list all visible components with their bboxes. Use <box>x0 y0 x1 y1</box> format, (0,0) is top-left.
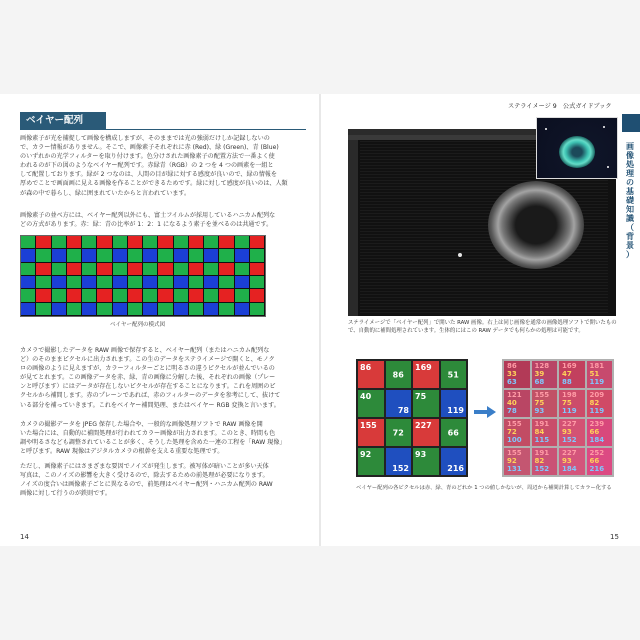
bayer-value: 78 <box>397 406 409 415</box>
interpolated-g-value: 66 <box>589 428 600 436</box>
bayer-pixel <box>189 236 204 249</box>
bayer-pixel <box>250 236 265 249</box>
bayer-pixel <box>52 249 67 262</box>
bayer-value: 155 <box>360 421 377 430</box>
bayer-pixel <box>204 276 219 289</box>
bayer-value-cell <box>413 419 439 446</box>
interpolated-r-value: 121 <box>507 391 522 399</box>
paragraph-1 <box>20 134 304 198</box>
app-sidebar <box>348 140 358 316</box>
interpolated-cell <box>504 361 530 388</box>
interpolated-cell <box>559 361 585 388</box>
interpolated-r-value: 191 <box>534 420 550 428</box>
bayer-pixel <box>52 236 67 249</box>
bayer-pixel <box>143 303 158 316</box>
interpolated-cell <box>587 419 613 446</box>
bayer-pixel <box>21 289 36 302</box>
interpolated-cell <box>532 419 558 446</box>
bayer-value-cell <box>358 419 384 446</box>
interpolated-cell <box>559 390 585 417</box>
interpolated-b-value: 78 <box>507 407 517 415</box>
text-line: いる部分を補っていきます。これをベイヤー補間処理、またはベイヤー RGB 変換と言います。 <box>20 401 280 409</box>
arrow-right-icon <box>474 406 496 418</box>
bayer-pixel <box>97 236 112 249</box>
interpolated-b-value: 119 <box>589 378 605 386</box>
interpolated-b-value: 216 <box>589 465 605 473</box>
ring-nebula-color <box>559 136 595 168</box>
text-line: と呼びます。RAW 現像はデジタルカメラの根幹を支える重要な処理です。 <box>20 448 224 456</box>
interpolated-r-value: 227 <box>562 420 577 428</box>
bayer-pixel <box>158 303 173 316</box>
bayer-pixel <box>204 249 219 262</box>
text-line: いた場合には、自動的に補間処理が行われてカラー画像が出力されます。このとき、時間も色 <box>20 430 276 438</box>
bayer-pixel <box>113 276 128 289</box>
interpolated-b-value: 131 <box>507 465 522 473</box>
section-title: ベイヤー配列 <box>20 112 106 130</box>
interpolated-cell <box>532 361 558 388</box>
bayer-pixel <box>21 276 36 289</box>
bayer-pixel <box>82 236 97 249</box>
interpolated-r-value: 169 <box>562 362 577 370</box>
bayer-pixel <box>158 249 173 262</box>
bayer-pixel <box>97 289 112 302</box>
interpolated-b-value: 152 <box>534 465 550 473</box>
bayer-pixel <box>67 249 82 262</box>
bayer-value-cell <box>358 390 384 417</box>
bayer-pixel <box>128 303 143 316</box>
text-line: 写真は、このノイズの影響を大きく受けるので、除去するための前処理が必要になります。 <box>20 472 269 480</box>
bayer-pixel <box>235 276 250 289</box>
bayer-pixel <box>113 263 128 276</box>
bayer-pixel <box>250 289 265 302</box>
bayer-pixel <box>97 249 112 262</box>
bayer-pixel <box>128 289 143 302</box>
chapter-label-char: 像 <box>626 151 634 160</box>
bayer-pixel <box>82 289 97 302</box>
bayer-pixel <box>250 249 265 262</box>
chapter-label-char: 画 <box>626 142 634 151</box>
bayer-value: 216 <box>447 464 464 473</box>
star <box>607 166 609 168</box>
text-line: ノイズの度合いは画像素子ごとに異なるので、前処理はベイヤー配列・ハニカム配列の RAW <box>20 481 273 489</box>
interpolated-r-value: 198 <box>562 391 577 399</box>
interpolated-g-value: 93 <box>562 428 572 436</box>
text-line: 画像素子の並べ方には、ベイヤー配列以外にも、富士フイルムが採用しているハニカム配列な <box>20 212 276 219</box>
chapter-label-char: ） <box>626 250 634 259</box>
bayer-pixel <box>158 236 173 249</box>
bayer-pixel <box>219 276 234 289</box>
text-line: のいずれかの光学フィルターを取り付けます。色分けされた画像素子の配置方法で一番よく使 <box>20 153 275 161</box>
bayer-pixel <box>52 263 67 276</box>
bayer-value-cell <box>386 448 412 475</box>
chapter-label <box>622 142 638 259</box>
interpolated-g-value: 92 <box>507 457 517 465</box>
bayer-value-cell <box>386 419 412 446</box>
bayer-pixel <box>82 249 97 262</box>
bayer-value: 92 <box>360 450 372 459</box>
bayer-pixel <box>174 249 189 262</box>
interpolated-b-value: 88 <box>562 378 572 386</box>
interpolated-b-value: 63 <box>507 378 517 386</box>
bayer-pixel <box>189 289 204 302</box>
interpolated-r-value: 227 <box>562 449 577 457</box>
interpolated-g-value: 82 <box>589 399 600 407</box>
bayer-pixel <box>36 236 51 249</box>
text-line: カメラで撮影したデータを RAW 画像で保存すると、ベイヤー配列（またはハニカム配列な <box>20 347 270 354</box>
bayer-value: 86 <box>392 370 404 379</box>
bayer-pixel <box>250 276 265 289</box>
bayer-pixel <box>219 263 234 276</box>
text-line: カメラの撮影データを JPEG 保存した場合や、一般的な画像処理ソフトで RAW 画像を開 <box>20 421 263 428</box>
bayer-pixel <box>174 276 189 289</box>
text-line: 画像素子が光を捕捉して画像を構成しますが、そのままでは光の強弱だけしか記録しないの <box>20 135 270 142</box>
text-line: が森の中で暮らし、緑に囲まれていたからと言われています。 <box>20 189 191 197</box>
interpolated-r-value: 155 <box>534 391 550 399</box>
text-line: ンと呼びます）にはデータが存在しないピクセルが存在することになります。これを周囲のピ <box>20 383 276 391</box>
interpolated-b-value: 119 <box>589 407 605 415</box>
bayer-pixel <box>82 276 97 289</box>
text-line: 厚めでことで画面画に見える画像を作ることができるためです。緑に対して感度が良いのは、人類 <box>20 180 288 188</box>
interpolated-r-value: 128 <box>534 362 550 370</box>
bayer-pixel <box>219 289 234 302</box>
grid-caption: ベイヤー配列の各ピクセルは赤、緑、青のどれか 1 つの値しかないが、周辺から補間計算してカラー化する <box>356 485 612 491</box>
bayer-pixel <box>128 236 143 249</box>
bayer-value-cell <box>441 419 467 446</box>
interpolated-cell <box>587 390 613 417</box>
bayer-pixel <box>219 249 234 262</box>
star <box>545 128 547 130</box>
interpolated-g-value: 75 <box>562 399 572 407</box>
bayer-pixel <box>189 276 204 289</box>
bayer-pixel <box>67 289 82 302</box>
interpolated-g-value: 33 <box>507 370 517 378</box>
bayer-pixel <box>82 263 97 276</box>
text-line: どの方式があります。赤：緑：青の比率が 1：2：1 になるよう素子を並べるのは共通です。 <box>20 221 273 229</box>
interpolated-g-value: 82 <box>534 457 545 465</box>
bayer-pixel <box>204 289 219 302</box>
bayer-pixel <box>113 303 128 316</box>
bayer-value-cell <box>441 390 467 417</box>
interpolated-r-value: 252 <box>589 449 605 457</box>
interpolated-g-value: 84 <box>534 428 545 436</box>
bayer-value: 86 <box>360 363 372 372</box>
interpolated-b-value: 115 <box>534 436 550 444</box>
bayer-pixel <box>143 249 158 262</box>
star <box>458 253 462 257</box>
bayer-value-cell <box>358 448 384 475</box>
text-line: ただし、画像素子にはさまざまな要因でノイズが発生します。被写体が暗いことが多い天体 <box>20 463 269 470</box>
bayer-pixel <box>21 236 36 249</box>
bayer-pixel <box>174 236 189 249</box>
bayer-value-cell <box>413 448 439 475</box>
bayer-pixel <box>21 263 36 276</box>
bayer-pixel <box>143 236 158 249</box>
bayer-pixel <box>97 276 112 289</box>
interpolated-r-value: 239 <box>589 420 605 428</box>
interpolated-b-value: 93 <box>534 407 545 415</box>
interpolated-values-grid <box>502 359 614 477</box>
bayer-pixel <box>128 263 143 276</box>
bayer-values-grid <box>356 359 468 477</box>
bayer-pixel <box>143 263 158 276</box>
text-line: 画像に対して行うのが鉄則です。 <box>20 490 111 498</box>
chapter-tab <box>622 114 640 132</box>
bayer-value: 66 <box>447 428 459 437</box>
interpolated-b-value: 152 <box>562 436 577 444</box>
bayer-pixel <box>235 289 250 302</box>
bayer-pixel <box>67 263 82 276</box>
text-line: われるのが下の図のようなベイヤー配列です。赤緑青（RGB）の 2 つを 4 つの画素を一組と <box>20 162 274 170</box>
star <box>603 126 605 128</box>
chapter-label-char: 識 <box>626 214 634 223</box>
bayer-pixel <box>235 236 250 249</box>
bayer-pixel <box>113 249 128 262</box>
text-line: で、カラー情報がありません。そこで、画像素子それぞれに赤 (Red)、緑 (Green)、青 (Blue) <box>20 144 279 152</box>
bayer-pixel <box>52 303 67 316</box>
screenshot-caption-line: ステライメージで「ベイヤー配列」で開いた RAW 画像。右上は同じ画像を通常の画像処理ソフトで開いたもの <box>348 320 617 326</box>
bayer-value-cell <box>441 448 467 475</box>
bayer-pixel <box>158 289 173 302</box>
interpolated-cell <box>559 419 585 446</box>
interpolated-r-value: 155 <box>507 449 522 457</box>
interpolated-g-value: 47 <box>562 370 572 378</box>
text-line: して配置しております。緑が 2 つなのは、人間の目が緑に対する感度が良いので、緑の情報を <box>20 171 277 179</box>
chapter-label-char: 礎 <box>626 196 634 205</box>
text-line: ロの画像のように見えますが、カラーフィルターごとに明るさの違うピクセルが並んでいるの <box>20 365 275 373</box>
bayer-value: 75 <box>415 392 427 401</box>
bayer-pixel <box>36 276 51 289</box>
chapter-label-char: 背 <box>626 232 634 241</box>
bayer-pixel <box>143 289 158 302</box>
bayer-value: 40 <box>360 392 372 401</box>
paragraph-5 <box>20 462 304 498</box>
interpolated-r-value: 86 <box>507 362 517 370</box>
bayer-pixel <box>250 303 265 316</box>
interpolated-b-value: 184 <box>562 465 577 473</box>
bayer-pixel <box>143 276 158 289</box>
paragraph-2 <box>20 211 304 229</box>
left-page-number: 14 <box>20 533 29 541</box>
bayer-pixel <box>189 263 204 276</box>
color-nebula-inset <box>536 117 618 179</box>
bayer-pixel <box>204 303 219 316</box>
bayer-value: 119 <box>447 406 464 415</box>
text-line: が見てとれます。この画像データを赤、緑、青の画像に分解した後、それぞれの画像（プレー <box>20 374 276 382</box>
bayer-caption: ベイヤー配列の模式図 <box>110 322 166 328</box>
bayer-pattern-diagram <box>20 235 266 317</box>
bayer-pixel <box>235 263 250 276</box>
interpolated-b-value: 119 <box>562 407 577 415</box>
bayer-pixel <box>158 276 173 289</box>
bayer-value-cell <box>358 361 384 388</box>
bayer-pixel <box>36 263 51 276</box>
chapter-label-char: 処 <box>626 160 634 169</box>
bayer-pixel <box>21 249 36 262</box>
bayer-pixel <box>219 303 234 316</box>
bayer-pixel <box>113 289 128 302</box>
interpolated-b-value: 184 <box>589 436 605 444</box>
bayer-pixel <box>235 249 250 262</box>
bayer-pixel <box>97 263 112 276</box>
paragraph-3 <box>20 346 304 410</box>
bayer-value-cell <box>413 361 439 388</box>
interpolated-g-value: 75 <box>534 399 545 407</box>
chapter-label-char: 基 <box>626 187 634 196</box>
interpolated-cell <box>559 448 585 475</box>
interpolated-g-value: 72 <box>507 428 517 436</box>
bayer-pixel <box>36 289 51 302</box>
bayer-value: 93 <box>415 450 427 459</box>
bayer-pixel <box>21 303 36 316</box>
right-page-number: 15 <box>610 533 619 541</box>
bayer-value: 72 <box>392 428 404 437</box>
interpolated-r-value: 155 <box>507 420 522 428</box>
bayer-value: 51 <box>447 370 459 379</box>
bayer-value: 169 <box>415 363 432 372</box>
interpolated-cell <box>532 390 558 417</box>
bayer-pixel <box>67 236 82 249</box>
bayer-pixel <box>219 236 234 249</box>
screenshot-caption <box>348 320 617 335</box>
bayer-pixel <box>174 289 189 302</box>
interpolated-cell <box>587 448 613 475</box>
running-head: ステライメージ 9 公式ガイドブック <box>508 103 612 110</box>
chapter-label-char: の <box>626 178 634 187</box>
screenshot-caption-line: で、自動的に補間処理されています。生体的にはこの RAW データでも何らかの処理は可能です。 <box>348 327 584 334</box>
bayer-pixel <box>97 303 112 316</box>
bayer-pixel <box>204 263 219 276</box>
bayer-pixel <box>36 303 51 316</box>
bayer-pixel <box>250 263 265 276</box>
text-line: クセルから補間します。赤のプレーンであれば、赤のフィルターのデータを参考にして、抜けて <box>20 392 281 400</box>
bayer-pixel <box>128 276 143 289</box>
bayer-value-cell <box>413 390 439 417</box>
bayer-value: 227 <box>415 421 432 430</box>
section-rule <box>106 129 306 130</box>
interpolated-g-value: 93 <box>562 457 572 465</box>
bayer-pixel <box>52 276 67 289</box>
bayer-pixel <box>174 263 189 276</box>
bayer-pixel <box>235 303 250 316</box>
chapter-label-char: （ <box>626 223 634 232</box>
bayer-pixel <box>67 303 82 316</box>
interpolated-r-value: 209 <box>589 391 605 399</box>
paragraph-4 <box>20 420 304 456</box>
text-line: 調や明るさなども調整されていることが多く、そうした処理を含めた一連の工程を「RAW 現像」 <box>20 439 286 447</box>
book-gutter <box>319 94 321 546</box>
interpolated-cell <box>504 390 530 417</box>
bayer-pixel <box>189 303 204 316</box>
bayer-value-cell <box>386 361 412 388</box>
ring-nebula-raw <box>488 181 584 269</box>
interpolated-cell <box>504 448 530 475</box>
bayer-pixel <box>174 303 189 316</box>
interpolated-b-value: 100 <box>507 436 522 444</box>
interpolated-r-value: 191 <box>534 449 550 457</box>
interpolated-g-value: 39 <box>534 370 545 378</box>
bayer-pixel <box>67 276 82 289</box>
text-line: ど）のそのままピクセルに出力されます。この生のデータをステライメージで開くと、モノク <box>20 356 275 364</box>
interpolated-g-value: 66 <box>589 457 600 465</box>
bayer-value: 152 <box>392 464 409 473</box>
interpolated-cell <box>587 361 613 388</box>
interpolated-g-value: 51 <box>589 370 600 378</box>
bayer-pixel <box>128 249 143 262</box>
chapter-label-char: 知 <box>626 205 634 214</box>
bayer-value-cell <box>386 390 412 417</box>
interpolated-cell <box>504 419 530 446</box>
bayer-pixel <box>82 303 97 316</box>
bayer-pixel <box>204 236 219 249</box>
chapter-label-char: 理 <box>626 169 634 178</box>
interpolated-g-value: 40 <box>507 399 517 407</box>
bayer-pixel <box>52 289 67 302</box>
bayer-pixel <box>36 249 51 262</box>
bayer-pixel <box>158 263 173 276</box>
chapter-label-char: 景 <box>626 241 634 250</box>
interpolated-cell <box>532 448 558 475</box>
interpolated-r-value: 181 <box>589 362 605 370</box>
bayer-pixel <box>113 236 128 249</box>
interpolated-b-value: 68 <box>534 378 545 386</box>
bayer-value-cell <box>441 361 467 388</box>
bayer-pixel <box>189 249 204 262</box>
